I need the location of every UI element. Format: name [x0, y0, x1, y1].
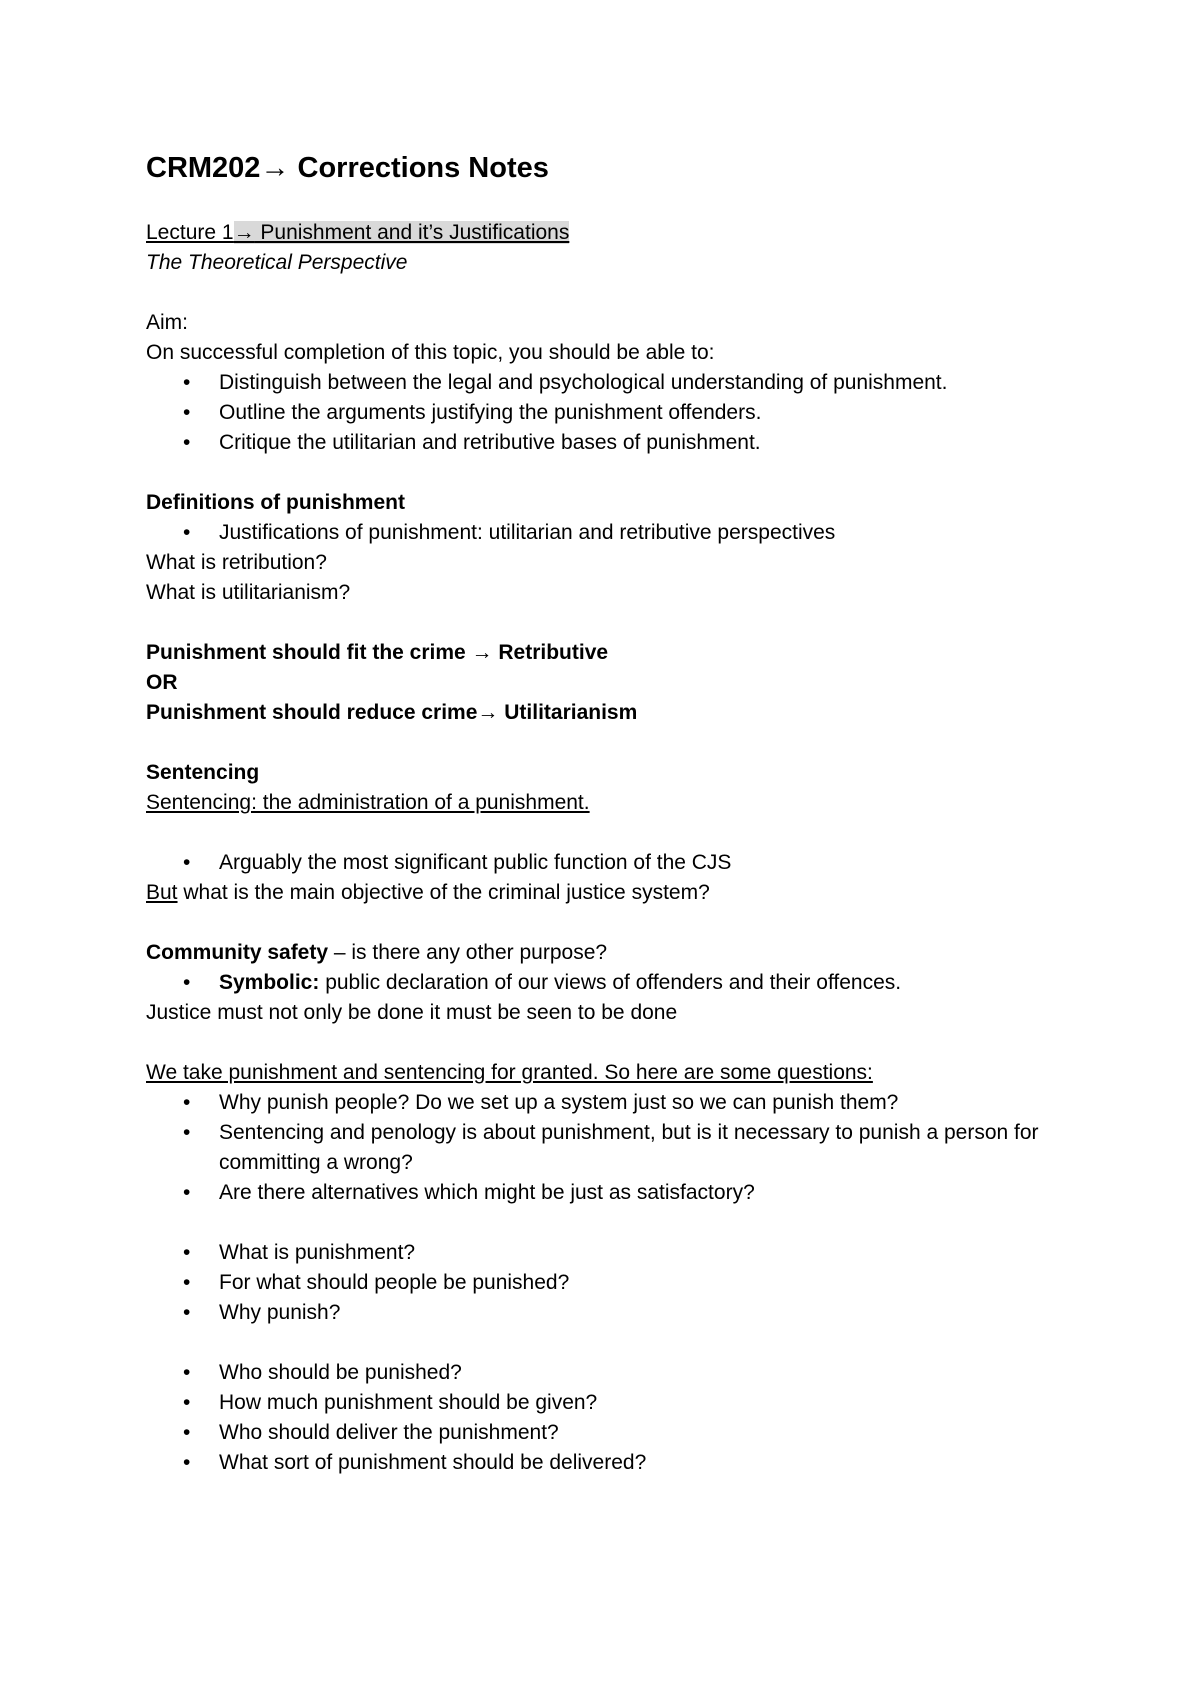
lecture-number: Lecture 1	[146, 221, 234, 244]
document-body	[146, 150, 1076, 1478]
sentencing-heading: Sentencing	[146, 761, 260, 784]
community-safety-line	[146, 938, 1076, 968]
questions-group-3	[146, 1358, 1076, 1478]
aim-intro: On successful completion of this topic, you should be able to:	[146, 341, 715, 364]
list-item: • How much punishment should be given?	[146, 1388, 1076, 1418]
statement-text: Punishment should reduce crime	[146, 701, 478, 724]
list-item: • Why punish people? Do we set up a system just so we can punish them?	[146, 1088, 1076, 1118]
sentencing-list	[146, 848, 1076, 878]
definitions-heading: Definitions of punishment	[146, 491, 405, 514]
list-item: • What sort of punishment should be delivered?	[146, 1448, 1076, 1478]
list-item: • Distinguish between the legal and psychological understanding of punishment.	[146, 368, 1076, 398]
course-code: CRM202	[146, 152, 261, 184]
spacer	[146, 278, 1076, 308]
utilitarian-line	[146, 698, 1076, 728]
community-safety-text: – is there any other purpose?	[328, 941, 608, 964]
utilitarianism-question: What is utilitarianism?	[146, 581, 351, 604]
objective-question	[146, 878, 1076, 908]
spacer	[146, 728, 1076, 758]
list-item: • For what should people be punished?	[146, 1268, 1076, 1298]
list-item: • Critique the utilitarian and retributive bases of punishment.	[146, 428, 1076, 458]
spacer	[146, 908, 1076, 938]
spacer	[146, 458, 1076, 488]
statement-result: Retributive	[492, 641, 609, 664]
questions-group-1	[146, 1088, 1076, 1208]
sentencing-definition: Sentencing: the administration of a punishment.	[146, 791, 590, 814]
retributive-line	[146, 638, 1076, 668]
arrow-icon: →	[477, 701, 499, 724]
retribution-question: What is retribution?	[146, 551, 327, 574]
community-safety-label: Community safety	[146, 941, 329, 964]
list-item: • Sentencing and penology is about punishment, but is it necessary to punish a person for committing a wrong?	[146, 1118, 1076, 1178]
lecture-topic: Punishment and it’s Justifications	[254, 221, 570, 244]
list-item: • What is punishment?	[146, 1238, 1076, 1268]
arrow-icon: →	[471, 641, 493, 664]
list-item: • Justifications of punishment: utilitarian and retributive perspectives	[146, 518, 1076, 548]
definitions-list	[146, 518, 1076, 548]
lecture-heading	[146, 218, 1076, 248]
list-item	[146, 968, 1076, 998]
arrow-icon: →	[260, 152, 290, 184]
but-word: But	[146, 881, 178, 904]
list-item: • Outline the arguments justifying the punishment offenders.	[146, 398, 1076, 428]
justice-line: Justice must not only be done it must be seen to be done	[146, 1001, 678, 1024]
symbolic-label: Symbolic:	[219, 971, 320, 994]
spacer	[146, 1028, 1076, 1058]
spacer	[146, 818, 1076, 848]
lecture-topic-highlight	[234, 221, 570, 244]
or-label: OR	[146, 671, 178, 694]
symbolic-text: public declaration of our views of offenders and their offences.	[319, 971, 902, 994]
arrow-icon: →	[233, 221, 255, 244]
title-text: Corrections Notes	[289, 152, 549, 184]
list-item: • Why punish?	[146, 1298, 1076, 1328]
list-item: • Arguably the most significant public function of the CJS	[146, 848, 1076, 878]
list-item: • Who should deliver the punishment?	[146, 1418, 1076, 1448]
lecture-subtitle: The Theoretical Perspective	[146, 251, 408, 274]
question-text: what is the main objective of the criminal justice system?	[177, 881, 710, 904]
page-title	[146, 150, 1076, 186]
questions-group-2	[146, 1238, 1076, 1328]
statement-result: Utilitarianism	[498, 701, 638, 724]
list-item: • Who should be punished?	[146, 1358, 1076, 1388]
list-item: • Are there alternatives which might be just as satisfactory?	[146, 1178, 1076, 1208]
spacer	[146, 608, 1076, 638]
statement-text: Punishment should fit the crime	[146, 641, 472, 664]
spacer	[146, 1208, 1076, 1238]
questions-intro: We take punishment and sentencing for granted. So here are some questions:	[146, 1061, 873, 1084]
symbolic-list	[146, 968, 1076, 998]
spacer	[146, 1328, 1076, 1358]
aim-list	[146, 368, 1076, 458]
aim-label: Aim:	[146, 311, 188, 334]
